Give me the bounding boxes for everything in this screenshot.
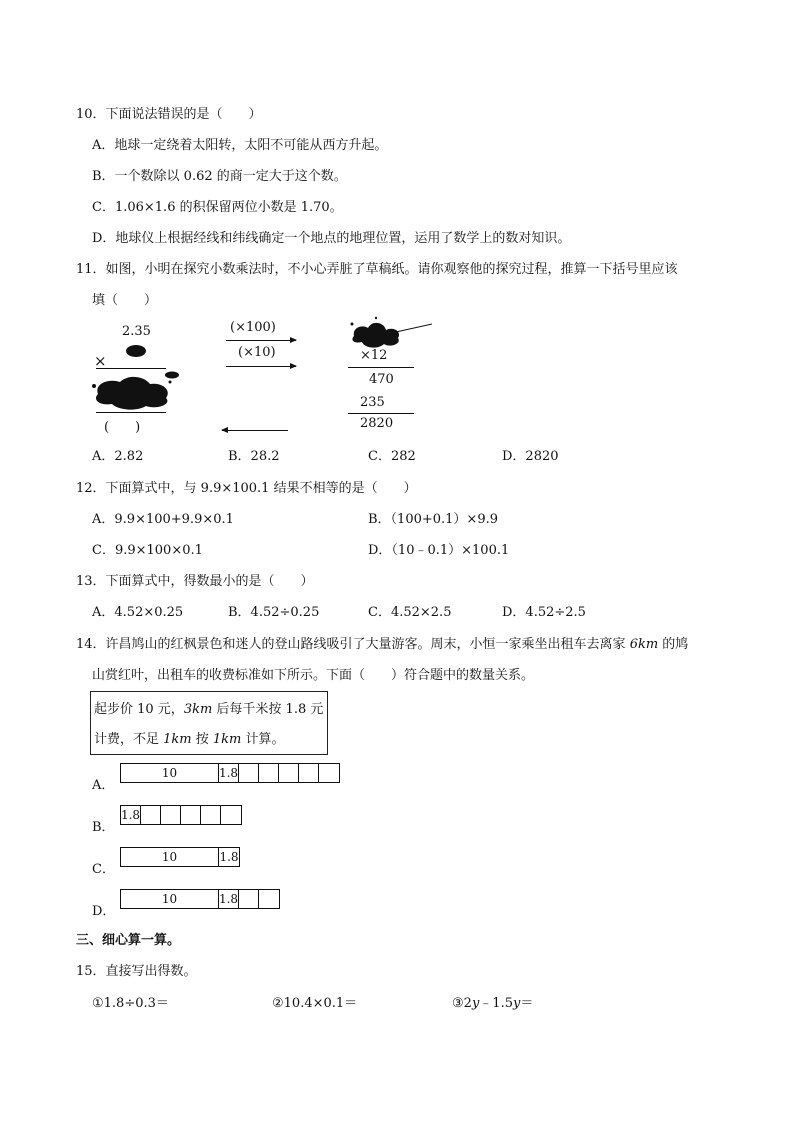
fig-right-multiplier: ×12 bbox=[360, 348, 388, 363]
q11-option-c: C．282 bbox=[368, 449, 416, 464]
q14-option-a-tape bbox=[120, 763, 340, 783]
arrow-right-bottom bbox=[226, 366, 296, 367]
q12-option-c: C．9.9×100×0.1 bbox=[92, 543, 203, 558]
q11-option-a: A．2.82 bbox=[92, 449, 144, 464]
tape-segment-blank bbox=[319, 764, 339, 782]
fig-right-line1 bbox=[348, 367, 414, 368]
q15-item-2: ②10.4×0.1＝ bbox=[272, 996, 358, 1011]
fare-rule-km: 3km bbox=[183, 702, 213, 717]
fare-rule-km-2: 1km bbox=[212, 732, 242, 747]
q10-option-d: D．地球仪上根据经线和纬线确定一个地点的地理位置，运用了数学上的数对知识。 bbox=[92, 231, 571, 246]
tape-segment-base: 10 bbox=[121, 764, 219, 782]
fig-left-line2 bbox=[96, 412, 166, 413]
q14-stem-text-a: 14．许昌鸠山的红枫景色和迷人的登山路线吸引了大量游客。周末，小恒一家乘坐出租车去离家 bbox=[76, 637, 630, 652]
arrow-right-top bbox=[226, 340, 296, 341]
q12-option-d: D．（10﹣0.1）×100.1 bbox=[368, 543, 510, 558]
q15-item-1: ①1.8÷0.3＝ bbox=[92, 996, 169, 1011]
tape-segment-blank bbox=[201, 806, 221, 824]
tape-segment-base: 10 bbox=[121, 848, 219, 866]
q11-option-b: B．28.2 bbox=[228, 449, 280, 464]
q14-distance: 6km bbox=[629, 637, 659, 652]
q14-option-c-tape bbox=[120, 847, 240, 867]
fig-left-answer-parens: ( ) bbox=[104, 420, 141, 435]
fare-rule-text-a: 起步价 10 元， bbox=[94, 702, 184, 717]
q11-option-d: D．2820 bbox=[502, 449, 559, 464]
fare-rule-km-1: 1km bbox=[163, 732, 192, 747]
fare-rule-text-b: 后每千米按 1.8 元 bbox=[212, 702, 324, 717]
tape-segment-blank bbox=[279, 764, 299, 782]
tape-segment-rate: 1.8 bbox=[219, 850, 239, 864]
q11-stem-line2: 填（ ） bbox=[92, 293, 158, 308]
fig-right-line2 bbox=[348, 413, 414, 414]
q14-stem-text-b: 的鸠 bbox=[658, 637, 689, 652]
q10-option-b: B．一个数除以 0.62 的商一定大于这个数。 bbox=[92, 169, 347, 184]
q14-option-a-label: A． bbox=[92, 778, 115, 793]
q15-item-3-b: ﹣1.5 bbox=[479, 996, 513, 1011]
q15-variable-y: y bbox=[471, 996, 480, 1011]
ink-splash-right bbox=[346, 316, 436, 352]
fare-rule-line1 bbox=[94, 698, 323, 717]
fig-right-product: 2820 bbox=[360, 416, 394, 431]
tape-segment-blank bbox=[239, 764, 259, 782]
tape-segment-base: 10 bbox=[121, 890, 219, 908]
q14-stem-line1 bbox=[76, 633, 688, 652]
q14-option-d-label: D． bbox=[92, 904, 116, 919]
fare-rule-text-e: 计算。 bbox=[241, 732, 285, 747]
q12-option-b: B．（100+0.1）×9.9 bbox=[368, 512, 499, 527]
q11-figure bbox=[0, 0, 794, 440]
q14-option-d-tape bbox=[120, 889, 280, 909]
tape-segment-blank bbox=[161, 806, 181, 824]
tape-segment-blank bbox=[221, 806, 241, 824]
q12-stem: 12．下面算式中，与 9.9×100.1 结果不相等的是（ ） bbox=[76, 481, 417, 496]
tape-segment-blank bbox=[181, 806, 201, 824]
q15-item-3-c: ＝ bbox=[520, 996, 534, 1011]
q13-stem: 13．下面算式中，得数最小的是（ ） bbox=[76, 574, 314, 589]
tape-segment-blank bbox=[141, 806, 161, 824]
ink-blot-small bbox=[124, 342, 148, 360]
q11-stem-line1: 11．如图，小明在探究小数乘法时，不小心弄脏了草稿纸。请你观察他的探究过程，推算一下括号里应该 bbox=[76, 262, 678, 277]
tape-segment-blank bbox=[259, 764, 279, 782]
tape-segment-rate: 1.8 bbox=[218, 766, 239, 780]
q13-option-d: D．4.52÷2.5 bbox=[502, 605, 586, 620]
q10-option-c: C．1.06×1.6 的积保留两位小数是 1.70。 bbox=[92, 200, 343, 215]
q15-stem: 15．直接写出得数。 bbox=[76, 964, 197, 979]
q10-stem: 10．下面说法错误的是（ ） bbox=[76, 107, 262, 122]
arrow-bottom-label: (×10) bbox=[238, 345, 276, 360]
tape-segment-blank bbox=[239, 890, 259, 908]
fig-times-sign: × bbox=[94, 352, 107, 370]
tape-segment-blank bbox=[259, 890, 279, 908]
fig-right-partial1: 470 bbox=[369, 372, 394, 387]
arrow-left-return bbox=[222, 430, 288, 431]
section-3-title: 三、细心算一算。 bbox=[76, 933, 181, 948]
q10-option-a: A．地球一定绕着太阳转，太阳不可能从西方升起。 bbox=[92, 138, 388, 153]
q14-option-b-tape bbox=[120, 805, 242, 825]
fig-right-partial2: 235 bbox=[360, 395, 385, 410]
tape-segment-rate: 1.8 bbox=[120, 808, 141, 822]
q15-item-3 bbox=[452, 992, 533, 1011]
q15-variable-y: y bbox=[512, 996, 521, 1011]
fig-left-line1 bbox=[96, 368, 166, 369]
fare-rule-text-c: 计费，不足 bbox=[94, 732, 164, 747]
arrow-top-label: (×100) bbox=[230, 320, 276, 335]
fare-rule-line2 bbox=[94, 728, 285, 747]
tape-segment-blank bbox=[299, 764, 319, 782]
q13-option-b: B．4.52÷0.25 bbox=[228, 605, 320, 620]
q14-option-c-label: C． bbox=[92, 862, 115, 877]
fare-rule-text-d: 按 bbox=[191, 732, 213, 747]
q15-item-3-a: ③2 bbox=[452, 996, 472, 1011]
tape-segment-rate: 1.8 bbox=[218, 892, 239, 906]
q14-option-b-label: B． bbox=[92, 820, 115, 835]
q14-stem-line2: 山赏红叶，出租车的收费标准如下所示。下面（ ）符合题中的数量关系。 bbox=[92, 668, 535, 683]
q13-option-c: C．4.52×2.5 bbox=[368, 605, 452, 620]
fig-left-top-number: 2.35 bbox=[122, 324, 151, 339]
ink-blot-large bbox=[88, 372, 178, 412]
q13-option-a: A．4.52×0.25 bbox=[92, 605, 184, 620]
q12-option-a: A．9.9×100+9.9×0.1 bbox=[92, 512, 234, 527]
